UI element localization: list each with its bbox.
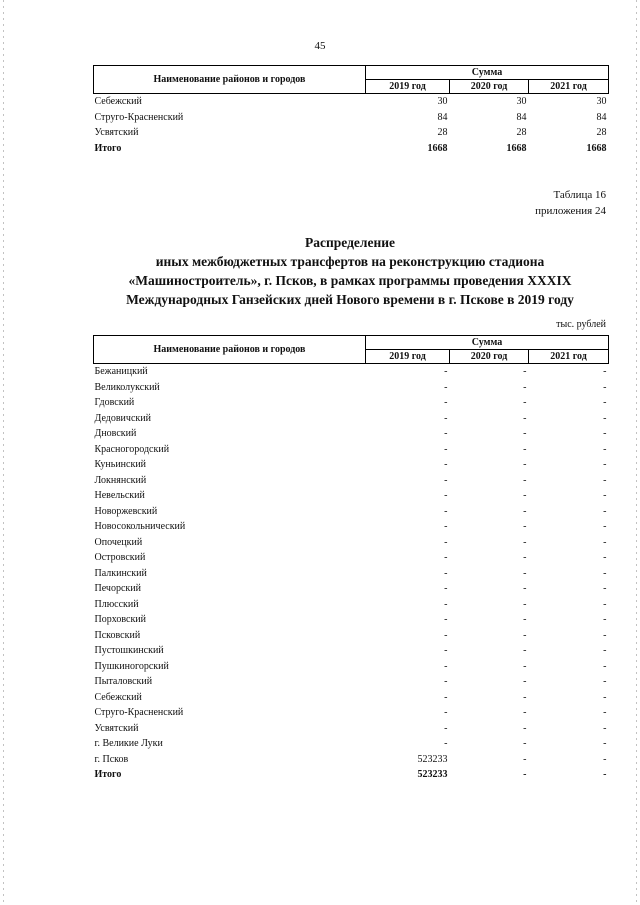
value-cell: 523233 [417,753,448,765]
value-cell: - [444,536,448,548]
district-name: Пустошкинский [94,645,164,656]
value-cell: - [444,505,448,517]
value-cell: - [444,629,448,641]
total-value: 1668 [506,142,527,154]
header-year: 2021 год [529,80,609,94]
value-cell: - [603,707,607,718]
value-cell: 30 [596,96,607,107]
value-cell: - [444,412,448,424]
table-row [94,457,609,473]
table-number: Таблица 16 [553,189,606,201]
value-cell: 84 [437,111,448,123]
value-cell: - [603,676,607,687]
value-cell: 28 [516,127,527,138]
district-name: Себежский [94,691,142,703]
district-name: Новосокольнический [94,521,186,532]
value-cell: - [603,412,607,424]
table-caption [535,187,606,219]
district-name: Печорский [94,583,141,594]
value-cell: - [523,722,527,734]
district-name: Струго-Красненский [94,111,184,123]
table-row [94,411,609,427]
table-row [94,125,609,141]
value-cell: - [603,428,607,439]
table-row [94,612,609,628]
value-cell: - [444,676,448,687]
table-row [94,721,609,737]
value-cell: - [444,660,448,672]
value-cell: - [523,552,527,563]
value-cell: - [603,614,607,625]
value-cell: - [444,691,448,703]
value-cell: - [444,490,448,501]
value-cell: - [523,474,527,486]
value-cell: - [444,459,448,470]
value-cell: - [523,629,527,641]
header-year: 2020 год [450,350,529,364]
table-row [94,752,609,768]
district-name: Дновский [94,428,137,439]
value-cell: - [444,614,448,625]
district-name: Псковский [94,629,141,641]
district-name: Себежский [94,96,142,107]
value-cell: - [603,443,607,455]
value-cell: - [603,397,607,408]
value-cell: - [444,474,448,486]
value-cell: 28 [437,127,448,138]
table-row [94,690,609,706]
value-cell: - [523,459,527,470]
value-cell: - [603,474,607,486]
value-cell: - [444,645,448,656]
table-row [94,597,609,613]
district-name: Бежаницкий [94,366,148,377]
value-cell: - [523,645,527,656]
value-cell: - [444,707,448,718]
value-cell: - [444,397,448,408]
district-name: Плюсский [94,598,139,610]
title-line: «Машиностроитель», г. Псков, в рамках программы проведения XXXIX [128,273,572,288]
value-cell: - [444,381,448,393]
value-cell: - [444,598,448,610]
value-cell: - [444,722,448,734]
scan-edge-left [3,0,4,905]
table-continued [93,65,609,156]
table-row [94,94,609,110]
value-cell: - [444,428,448,439]
value-cell: - [603,738,607,749]
table-row [94,643,609,659]
value-cell: - [523,691,527,703]
value-cell: - [523,738,527,749]
value-cell: - [444,552,448,563]
district-name: Красногородский [94,443,170,455]
title-line: Международных Ганзейских дней Нового времени в г. Пскове в 2019 году [126,292,574,307]
value-cell: - [603,459,607,470]
district-name: Новоржевский [94,505,158,517]
district-name: Островский [94,552,146,563]
value-cell: - [603,567,607,579]
value-cell: - [523,443,527,455]
total-label: Итого [94,142,122,154]
header-year: 2020 год [450,80,529,94]
value-cell: - [523,428,527,439]
table-row [94,705,609,721]
table-row [94,566,609,582]
district-name: Гдовский [94,397,135,408]
value-cell: - [523,707,527,718]
value-cell: - [603,598,607,610]
value-cell: - [444,583,448,594]
value-cell: - [523,521,527,532]
value-cell: - [603,521,607,532]
value-cell: - [523,753,527,765]
table-row [94,395,609,411]
value-cell: - [603,629,607,641]
value-cell: - [603,536,607,548]
header-sum: Сумма [366,336,609,350]
table-row [94,504,609,520]
value-cell: - [603,660,607,672]
district-name: г. Великие Луки [94,738,163,749]
district-name: Великолукский [94,381,160,393]
value-cell: 84 [516,111,527,123]
header-sum: Сумма [366,66,609,80]
table-row [94,674,609,690]
total-row [94,767,609,783]
appendix-number: приложения 24 [535,205,606,217]
table-row [94,426,609,442]
total-value: - [603,769,607,780]
district-name: Дедовичский [94,412,151,424]
table-row [94,581,609,597]
total-value: 523233 [417,769,448,780]
value-cell: - [603,691,607,703]
district-name: Опочецкий [94,536,143,548]
table-row [94,488,609,504]
value-cell: - [603,490,607,501]
value-cell: - [444,366,448,377]
value-cell: - [523,598,527,610]
value-cell: - [603,722,607,734]
value-cell: - [523,366,527,377]
value-cell: - [603,645,607,656]
header-name-column: Наименование районов и городов [94,66,366,94]
table-row [94,550,609,566]
header-name-column: Наименование районов и городов [94,336,366,364]
value-cell: 28 [596,127,607,138]
total-row [94,141,609,157]
total-value: 1668 [427,142,448,154]
total-value: - [523,769,527,780]
table-row [94,473,609,489]
title-line: иных межбюджетных трансфертов на реконструкцию стадиона [155,254,545,269]
district-name: Усвятский [94,127,139,138]
value-cell: - [523,567,527,579]
district-name: Пушкиногорский [94,660,169,672]
value-cell: - [523,412,527,424]
value-cell: - [603,753,607,765]
value-cell: - [523,505,527,517]
district-name: Усвятский [94,722,139,734]
table-row [94,628,609,644]
value-cell: - [523,660,527,672]
value-cell: - [523,490,527,501]
title-line: Распределение [304,235,396,250]
scan-edge-right [636,0,637,905]
district-name: Струго-Красненский [94,707,184,718]
table-row [94,380,609,396]
document-title [0,233,640,309]
distribution-table [93,335,609,783]
table-row [94,110,609,126]
district-name: Пыталовский [94,676,153,687]
value-cell: 84 [596,111,607,123]
value-cell: - [523,397,527,408]
district-name: г. Псков [94,753,129,765]
value-cell: - [444,521,448,532]
total-value: 1668 [586,142,607,154]
page-number: 45 [314,40,326,52]
value-cell: - [523,676,527,687]
value-cell: - [603,505,607,517]
value-cell: - [603,552,607,563]
table-row [94,364,609,380]
table-row [94,519,609,535]
value-cell: - [523,536,527,548]
table-row [94,442,609,458]
table-row [94,659,609,675]
value-cell: - [603,381,607,393]
total-label: Итого [94,769,122,780]
value-cell: - [603,366,607,377]
header-year: 2021 год [529,350,609,364]
header-year: 2019 год [366,350,450,364]
units-label: тыс. рублей [556,319,606,330]
value-cell: - [444,567,448,579]
value-cell: 30 [437,96,448,107]
value-cell: 30 [516,96,527,107]
district-name: Палкинский [94,567,147,579]
value-cell: - [523,583,527,594]
value-cell: - [444,738,448,749]
district-name: Порховский [94,614,147,625]
header-year: 2019 год [366,80,450,94]
district-name: Локнянский [94,474,147,486]
table-row [94,736,609,752]
district-name: Куньинский [94,459,147,470]
table-row [94,535,609,551]
value-cell: - [603,583,607,594]
value-cell: - [523,381,527,393]
district-name: Невельский [94,490,145,501]
value-cell: - [444,443,448,455]
value-cell: - [523,614,527,625]
